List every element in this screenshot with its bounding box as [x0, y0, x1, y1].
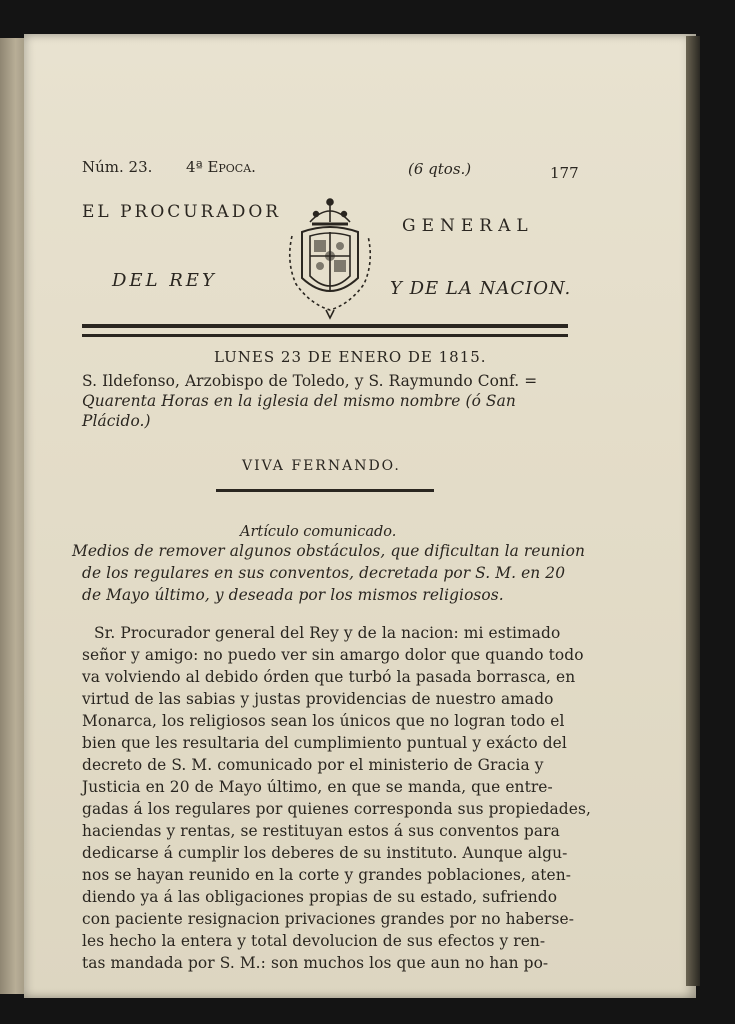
newspaper-page	[24, 34, 696, 998]
page-shadow-edge	[686, 36, 700, 986]
article-body-line-4: virtud de las sabias y justas providencias de nuestro amado	[82, 690, 554, 708]
masthead-rule-thick	[82, 324, 568, 328]
article-body-line-16: tas mandada por S. M.: son muchos los que aun no han po-	[82, 954, 549, 972]
motto: VIVA FERNANDO.	[242, 458, 401, 474]
issue-number: Núm. 23.	[82, 158, 153, 176]
article-body-line-9: gadas á los regulares por quienes corresponda sus propiedades,	[82, 800, 591, 818]
article-body-line-8: Justicia en 20 de Mayo último, en que se manda, que entre-	[82, 778, 553, 796]
article-body-line-2: señor y amigo: no puedo ver sin amargo dolor que quando todo	[82, 646, 584, 664]
article-heading: Artículo comunicado.	[240, 524, 397, 540]
article-body-line-3: va volviendo al debido órden que turbó la pasada borrasca, en	[82, 668, 576, 686]
saints-line-2: Quarenta Horas en la iglesia del mismo nombre (ó San	[82, 392, 516, 410]
dateline: LUNES 23 DE ENERO DE 1815.	[214, 348, 487, 366]
saints-line-1: S. Ildefonso, Arzobispo de Toledo, y S. Raymundo Conf. =	[82, 372, 538, 390]
article-body-line-7: decreto de S. M. comunicado por el ministerio de Gracia y	[82, 756, 544, 774]
facing-page-edge	[0, 38, 26, 994]
motto-rule	[216, 489, 434, 492]
article-subtitle-1: Medios de remover algunos obstáculos, que dificultan la reunion	[72, 542, 585, 560]
epoch-label: 4ª Epoca.	[186, 158, 256, 176]
article-body-line-6: bien que les resultaria del cumplimiento puntual y exácto del	[82, 734, 567, 752]
page-number: 177	[550, 164, 579, 182]
article-subtitle-3: de Mayo último, y deseada por los mismos religiosos.	[82, 586, 504, 604]
masthead-line2-left: DEL REY	[112, 270, 217, 291]
masthead-line1-right: GENERAL	[402, 216, 534, 236]
saints-line-3: Plácido.)	[82, 412, 151, 430]
masthead-line2-right: Y DE LA NACION.	[390, 278, 572, 299]
article-body-line-11: dedicarse á cumplir los deberes de su instituto. Aunque algu-	[82, 844, 568, 862]
article-body-line-13: diendo ya á las obligaciones propias de su estado, sufriendo	[82, 888, 558, 906]
article-subtitle-2: de los regulares en sus conventos, decretada por S. M. en 20	[82, 564, 566, 582]
article-body-line-15: les hecho la entera y total devolucion de sus efectos y ren-	[82, 932, 546, 950]
article-body-line-1: Sr. Procurador general del Rey y de la nacion: mi estimado	[94, 624, 561, 642]
royal-crest-icon	[282, 192, 378, 320]
masthead-line1-left: EL PROCURADOR	[82, 202, 282, 222]
masthead-rule-thin	[82, 334, 568, 337]
article-body-line-14: con paciente resignacion privaciones grandes por no haberse-	[82, 910, 575, 928]
article-body-line-5: Monarca, los religiosos sean los únicos que no logran todo el	[82, 712, 565, 730]
article-body-line-10: haciendas y rentas, se restituyan estos á sus conventos para	[82, 822, 560, 840]
price-label: (6 qtos.)	[408, 160, 472, 178]
article-body-line-12: nos se hayan reunido en la corte y grandes poblaciones, aten-	[82, 866, 572, 884]
